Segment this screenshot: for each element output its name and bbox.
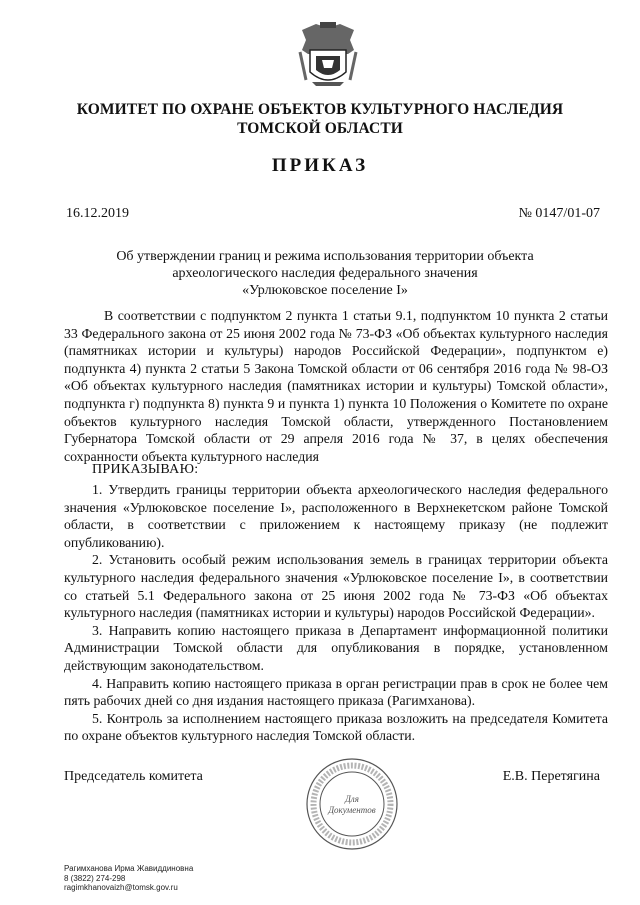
order-item: 2. Установить особый режим использования земель в границах территории объекта культурного наследия федерального значения «Урлюковское поселение I», в соответствии со статьей 5.1 Федерального закона от 25 июня 2002 года № 73-ФЗ «Об объектах культурного наследия (памятниках истории и культуры) народов Российской Федерации». [64, 552, 608, 621]
executor-info [64, 864, 193, 893]
signer-name: Е.В. Перетягина [502, 769, 600, 784]
subject-line-1: Об утверждении границ и режима использования территории объекта [116, 249, 534, 264]
order-item: 5. Контроль за исполнением настоящего приказа возложить на председателя Комитета по охране объектов культурного наследия Томской области. [64, 710, 608, 744]
executor-name: Рагимханова Ирма Жавиддиновна [64, 864, 194, 873]
org-line-1: КОМИТЕТ ПО ОХРАНЕ ОБЪЕКТОВ КУЛЬТУРНОГО НАСЛЕДИЯ [76, 101, 564, 118]
order-start-word: ПРИКАЗЫВАЮ: [92, 462, 199, 477]
stamp-text-1: Для [345, 794, 359, 804]
order-subject [100, 248, 550, 299]
preamble-paragraph: В соответствии с подпунктом 2 пункта 1 статьи 9.1, подпунктом 10 пункта 2 статьи 33 Федерального закона от 25 июня 2002 года № 73-ФЗ «Об объектах культурного наследия (памятниках истории и культуры) народов Российской Федерации», подпунктом е) подпункта 4) пункта 2 статьи 5 Закона Томской области от 06 сентября 2016 года № 98-ОЗ «Об объектах культурного наследия (памятниках истории и культуры) Томской области», подпункта г) подпункта 8) пункта 9 и пункта 1) пункта 10 Положения о Комитете по охране объектов культурного наследия Томской области, утвержденного Постановлением Губернатора Томской области от 29 апреля 2016 года № 37, в целях обеспечения сохранности объекта культурного наследия [64, 308, 608, 464]
executor-email: ragimkhanovaizh@tomsk.gov.ru [64, 883, 178, 892]
order-items [64, 481, 608, 745]
organization-name [0, 100, 640, 138]
order-item: 4. Направить копию настоящего приказа в орган регистрации прав в срок не более чем пять рабочих дней со дня издания настоящего приказа (Рагимханова). [64, 675, 608, 709]
stamp-text-2: Документов [328, 805, 376, 815]
coat-of-arms-icon [296, 20, 360, 92]
order-number: № 0147/01-07 [518, 206, 600, 221]
order-item: 3. Направить копию настоящего приказа в Департамент информационной политики Администрации Томской области для опубликования в порядке, установленном действующим законодательством. [64, 622, 608, 673]
order-date: 16.12.2019 [66, 206, 129, 221]
document-type: ПРИКАЗ [271, 155, 369, 176]
org-line-2: ТОМСКОЙ ОБЛАСТИ [237, 120, 403, 137]
round-seal-icon [304, 756, 400, 852]
subject-line-3: «Урлюковское поселение I» [242, 283, 408, 298]
executor-phone: 8 (3822) 274-298 [64, 873, 126, 883]
order-item: 1. Утвердить границы территории объекта археологического наследия федерального значения «Урлюковское поселение I», расположенного в Верхнекетском районе Томской области, в соответствии с приложением к настоящему приказу (не подлежит опубликованию). [64, 482, 608, 550]
signer-position: Председатель комитета [64, 769, 203, 784]
subject-line-2: археологического наследия федерального значения [172, 266, 478, 281]
